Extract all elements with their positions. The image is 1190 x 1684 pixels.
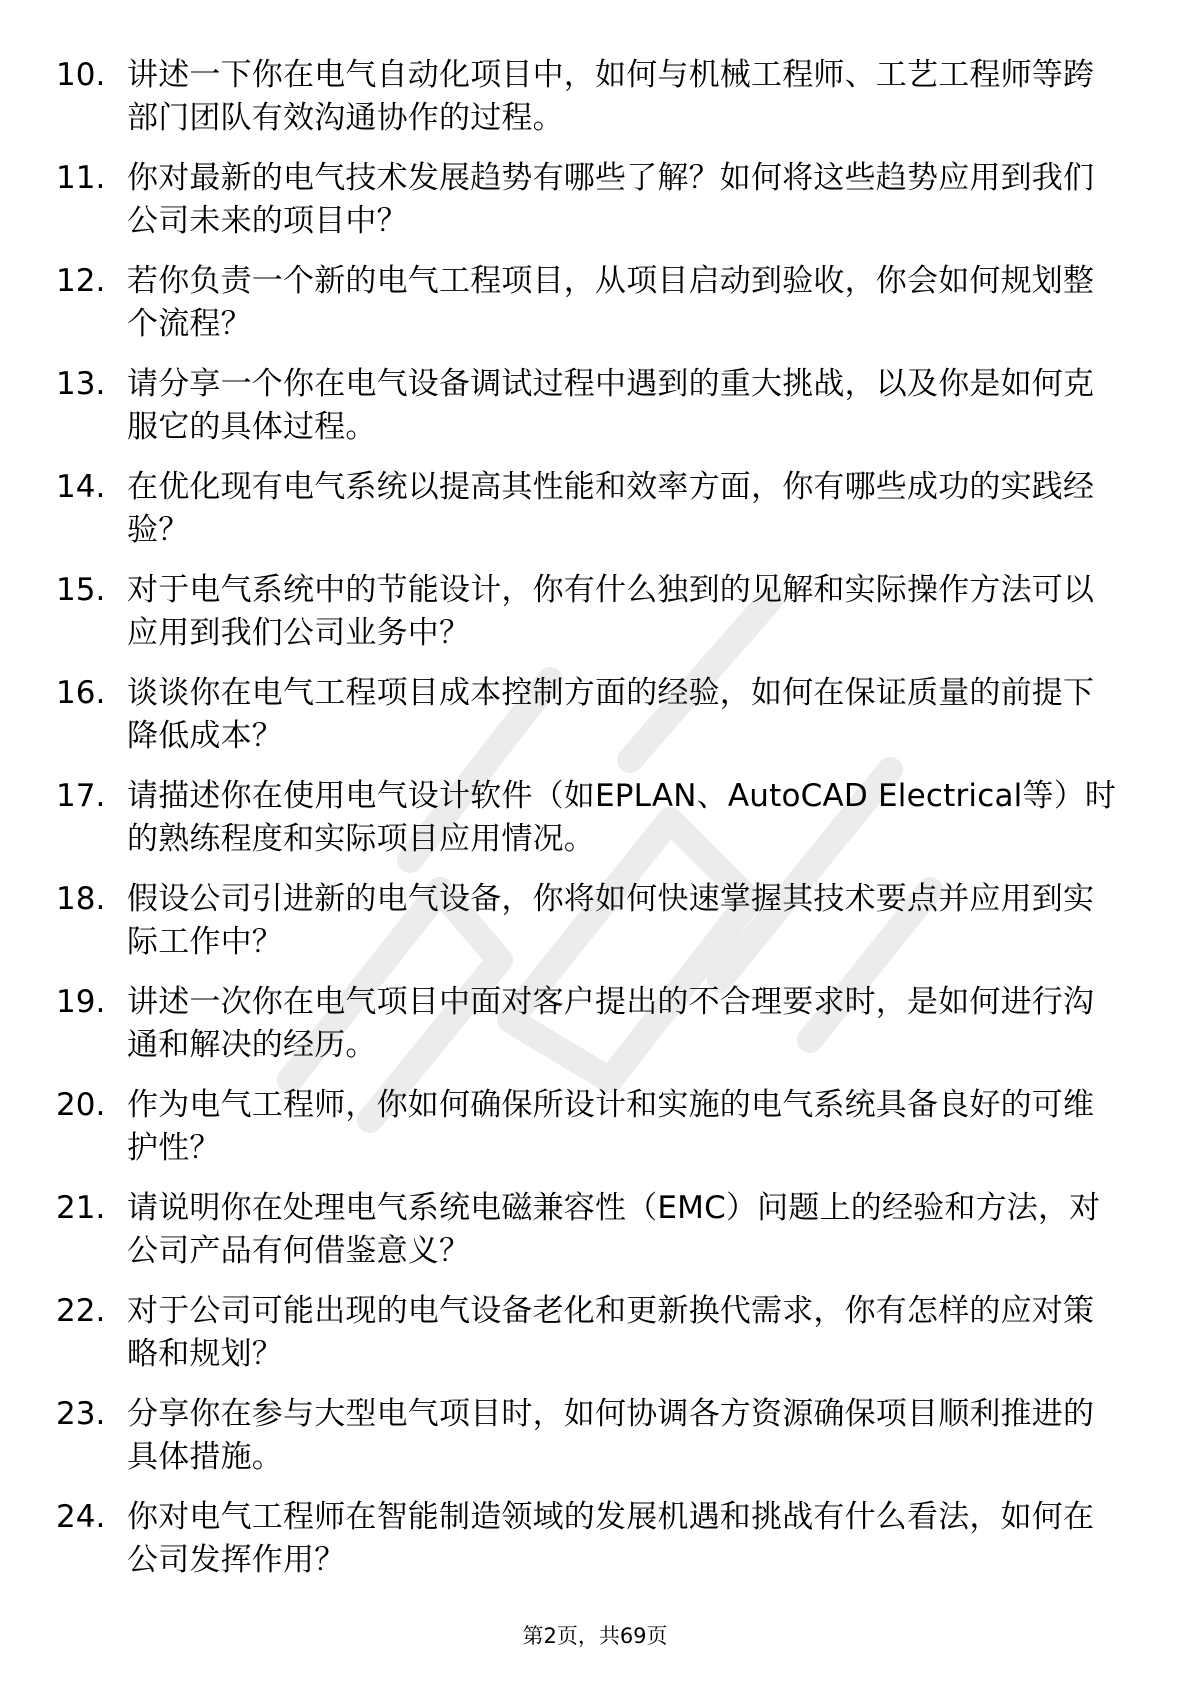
question-text: 分享你在参与大型电气项目时，如何协调各方资源确保项目顺利推进的具体措施。	[127, 1396, 1095, 1475]
question-number: 21.	[56, 1190, 106, 1226]
question-text: 你对最新的电气技术发展趋势有哪些了解？如何将这些趋势应用到我们公司未来的项目中？	[127, 160, 1095, 239]
question-number: 10.	[56, 57, 106, 93]
question-item	[0, 1084, 1190, 1187]
question-number: 19.	[56, 984, 106, 1020]
question-number: 13.	[56, 366, 106, 402]
question-number: 18.	[56, 881, 106, 917]
question-item	[0, 363, 1190, 466]
question-item	[0, 1393, 1190, 1496]
question-text: 若你负责一个新的电气工程项目，从项目启动到验收，你会如何规划整个流程？	[127, 263, 1095, 342]
question-item	[0, 1187, 1190, 1290]
question-number: 20.	[56, 1087, 106, 1123]
question-text: 对于电气系统中的节能设计，你有什么独到的见解和实际操作方法可以应用到我们公司业务中？	[127, 572, 1095, 651]
question-number: 24.	[56, 1499, 106, 1535]
question-item	[0, 54, 1190, 157]
question-item	[0, 260, 1190, 363]
question-number: 12.	[56, 263, 106, 299]
question-text: 你对电气工程师在智能制造领域的发展机遇和挑战有什么看法，如何在公司发挥作用？	[127, 1499, 1095, 1578]
question-text: 假设公司引进新的电气设备，你将如何快速掌握其技术要点并应用到实际工作中？	[127, 881, 1095, 960]
question-item	[0, 466, 1190, 569]
question-number: 22.	[56, 1293, 106, 1329]
question-text: 作为电气工程师，你如何确保所设计和实施的电气系统具备良好的可维护性？	[127, 1087, 1095, 1166]
question-item	[0, 157, 1190, 260]
question-text: 讲述一次你在电气项目中面对客户提出的不合理要求时，是如何进行沟通和解决的经历。	[127, 984, 1095, 1063]
question-list	[0, 54, 1190, 1599]
question-text: 请描述你在使用电气设计软件（如EPLAN、AutoCAD Electrical等）时的熟练程度和实际项目应用情况。	[127, 778, 1117, 857]
question-item	[0, 981, 1190, 1084]
question-number: 15.	[56, 572, 106, 608]
question-number: 16.	[56, 675, 106, 711]
question-item	[0, 569, 1190, 672]
question-item	[0, 1496, 1190, 1599]
question-item	[0, 672, 1190, 775]
question-item	[0, 1290, 1190, 1393]
question-item	[0, 878, 1190, 981]
page-number: 第2页，共69页	[522, 1624, 668, 1648]
question-number: 14.	[56, 469, 106, 505]
question-number: 23.	[56, 1396, 106, 1432]
question-text: 在优化现有电气系统以提高其性能和效率方面，你有哪些成功的实践经验？	[127, 469, 1095, 548]
question-number: 11.	[56, 160, 106, 196]
question-text: 对于公司可能出现的电气设备老化和更新换代需求，你有怎样的应对策略和规划？	[127, 1293, 1095, 1372]
question-text: 讲述一下你在电气自动化项目中，如何与机械工程师、工艺工程师等跨部门团队有效沟通协作的过程。	[127, 57, 1095, 136]
question-item	[0, 775, 1190, 878]
question-number: 17.	[56, 778, 106, 814]
question-text: 请分享一个你在电气设备调试过程中遇到的重大挑战，以及你是如何克服它的具体过程。	[127, 366, 1095, 445]
question-text: 谈谈你在电气工程项目成本控制方面的经验，如何在保证质量的前提下降低成本？	[127, 675, 1095, 754]
question-text: 请说明你在处理电气系统电磁兼容性（EMC）问题上的经验和方法，对公司产品有何借鉴意义？	[127, 1190, 1101, 1269]
